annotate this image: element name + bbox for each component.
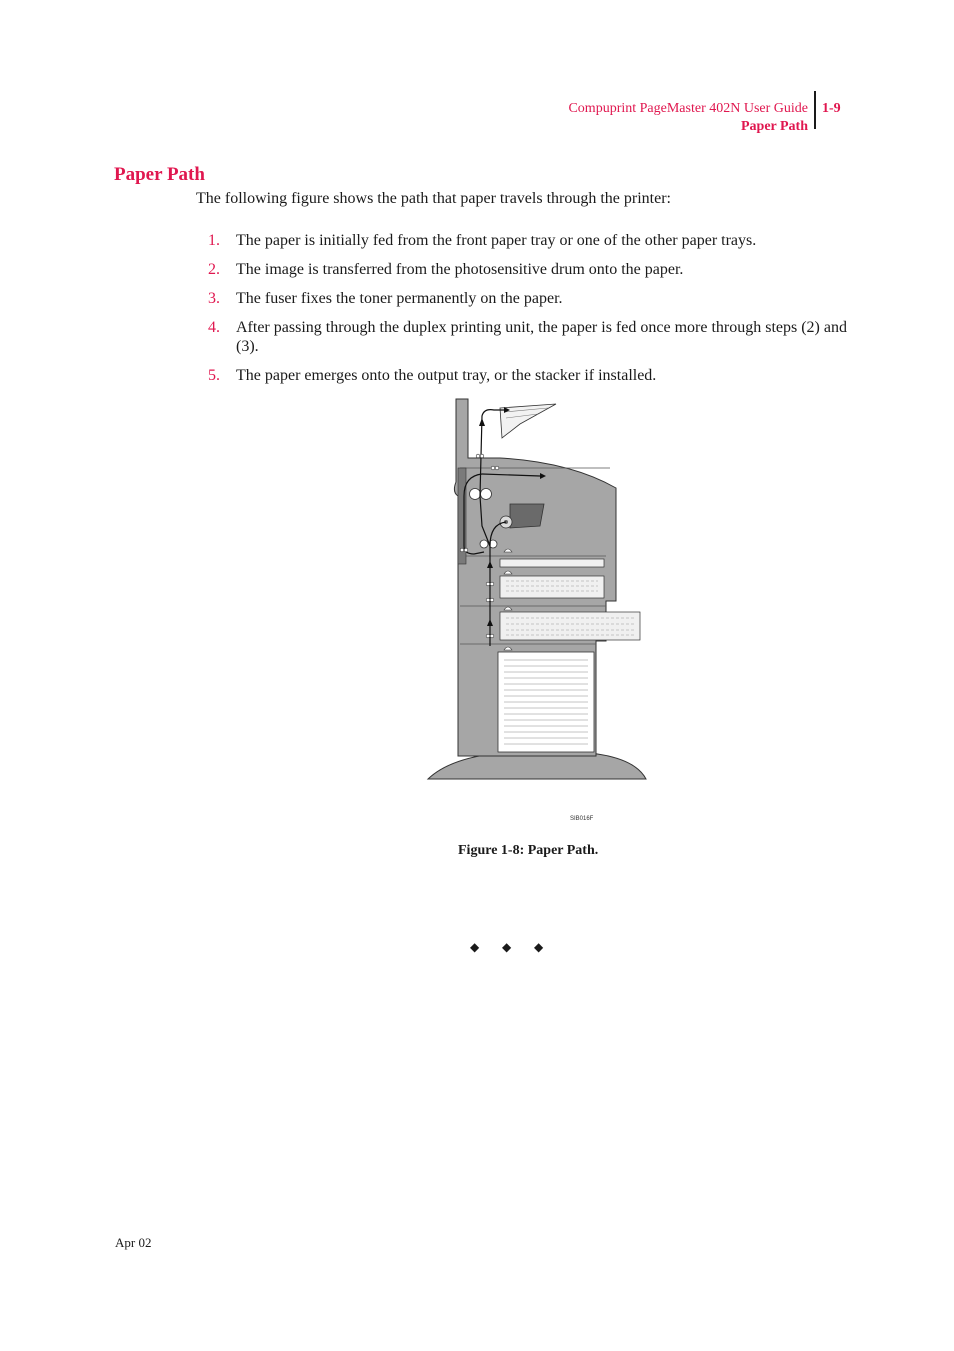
list-item (208, 231, 868, 250)
step-number: 1. (208, 232, 220, 249)
step-text: The paper emerges onto the output tray, or the stacker if installed. (236, 367, 657, 384)
diamond-icon: ◆ (534, 940, 544, 954)
fuser-roller (481, 489, 492, 500)
diamond-icon: ◆ (502, 940, 512, 954)
intro-paragraph: The following figure shows the path that paper travels through the printer: (196, 190, 671, 207)
list-item (208, 260, 868, 279)
step-text: After passing through the duplex printing unit, the paper is fed once more through steps (2) and (3). (236, 319, 847, 355)
output-tray (500, 404, 556, 438)
list-item (208, 318, 868, 356)
step-number: 4. (208, 319, 220, 336)
list-item (208, 366, 868, 385)
step-number: 5. (208, 367, 220, 384)
step-text: The image is transferred from the photosensitive drum onto the paper. (236, 261, 684, 278)
header-title: Compuprint PageMaster 402N User Guide (568, 101, 808, 116)
header-subtitle: Paper Path (740, 119, 808, 134)
figure-code: SIB016F (570, 816, 594, 822)
section-divider (470, 940, 566, 955)
paper-path-figure (420, 396, 650, 786)
steps-list (208, 231, 868, 395)
step-text: The fuser fixes the toner permanently on the paper. (236, 290, 563, 307)
printer-base (428, 753, 646, 779)
footer-date: Apr 02 (115, 1235, 152, 1250)
diamond-icon: ◆ (470, 940, 480, 954)
page-number: 1-9 (822, 101, 841, 116)
list-item (208, 289, 868, 308)
step-text: The paper is initially fed from the front paper tray or one of the other paper trays. (236, 232, 757, 249)
section-title: Paper Path (114, 164, 205, 185)
paper-tray (500, 559, 604, 567)
step-number: 2. (208, 261, 220, 278)
header-divider (814, 91, 816, 129)
step-number: 3. (208, 290, 220, 307)
fuser-roller (470, 489, 481, 500)
paper-tray (500, 612, 640, 640)
figure-caption: Figure 1-8: Paper Path. (458, 843, 599, 858)
paper-tray (500, 576, 604, 598)
toner-cartridge (510, 504, 544, 528)
